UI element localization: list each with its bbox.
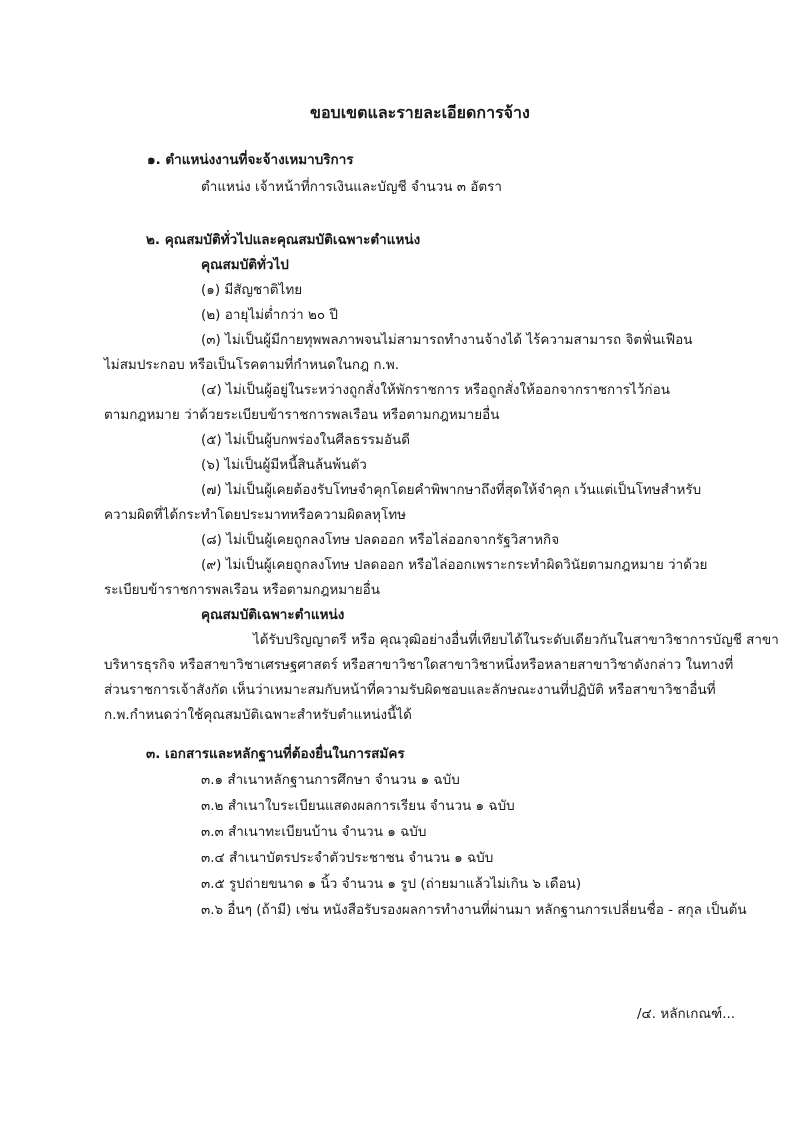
general-item-7-cont: ความผิดที่ได้กระทำโดยประมาทหรือความผิดลหุโทษ bbox=[104, 507, 407, 523]
general-item-5: (๕) ไม่เป็นผู้บกพร่องในศีลธรรมอันดี bbox=[201, 432, 411, 448]
document-item-3-6: ๓.๖ อื่นๆ (ถ้ามี) เช่น หนังสือรับรองผลการทำงานที่ผ่านมา หลักฐานการเปลี่ยนชื่อ - สกุล เป็นต้น bbox=[201, 902, 747, 918]
specific-line-1: ได้รับปริญญาตรี หรือ คุณวุฒิอย่างอื่นที่เทียบได้ในระดับเดียวกันในสาขาวิชาการบัญชี สาขา bbox=[253, 632, 779, 648]
general-item-7: (๗) ไม่เป็นผู้เคยต้องรับโทษจำคุกโดยคำพิพากษาถึงที่สุดให้จำคุก เว้นแต่เป็นโทษสำหรับ bbox=[201, 482, 702, 498]
document-item-3-1: ๓.๑ สำเนาหลักฐานการศึกษา จำนวน ๑ ฉบับ bbox=[201, 772, 460, 788]
section-3-heading: ๓. เอกสารและหลักฐานที่ต้องยื่นในการสมัคร bbox=[146, 746, 405, 762]
general-item-3-cont: ไม่สมประกอบ หรือเป็นโรคตามที่กำหนดในกฎ ก.พ. bbox=[104, 357, 400, 373]
specific-line-2: บริหารธุรกิจ หรือสาขาวิชาเศรษฐศาสตร์ หรือสาขาวิชาใดสาขาวิชาหนึ่งหรือหลายสาขาวิชาดังกล่าว ในทางที่ bbox=[104, 657, 734, 673]
document-item-3-3: ๓.๓ สำเนาทะเบียนบ้าน จำนวน ๑ ฉบับ bbox=[201, 824, 427, 840]
general-item-9: (๙) ไม่เป็นผู้เคยถูกลงโทษ ปลดออก หรือไล่ออกเพราะกระทำผิดวินัยตามกฎหมาย ว่าด้วย bbox=[201, 557, 708, 573]
general-qualifications-heading: คุณสมบัติทั่วไป bbox=[201, 257, 289, 273]
general-item-9-cont: ระเบียบข้าราชการพลเรือน หรือตามกฎหมายอื่น bbox=[104, 582, 381, 598]
section-2-heading: ๒. คุณสมบัติทั่วไปและคุณสมบัติเฉพาะตำแหน่ง bbox=[146, 232, 421, 248]
section-1-heading: ๑. ตำแหน่งงานที่จะจ้างเหมาบริการ bbox=[147, 152, 354, 168]
continuation-note: /๔. หลักเกณฑ์... bbox=[637, 1006, 736, 1022]
general-item-2: (๒) อายุไม่ต่ำกว่า ๒๐ ปี bbox=[201, 307, 338, 323]
general-item-6: (๖) ไม่เป็นผู้มีหนี้สินล้นพ้นตัว bbox=[201, 457, 367, 473]
general-item-8: (๘) ไม่เป็นผู้เคยถูกลงโทษ ปลดออก หรือไล่ออกจากรัฐวิสาหกิจ bbox=[201, 532, 560, 548]
general-item-4: (๔) ไม่เป็นผู้อยู่ในระหว่างถูกสั่งให้พักราชการ หรือถูกสั่งให้ออกจากราชการไว้ก่อน bbox=[201, 382, 670, 398]
document-title: ขอบเขตและรายละเอียดการจ้าง bbox=[310, 103, 530, 122]
general-item-3: (๓) ไม่เป็นผู้มีกายทุพพลภาพจนไม่สามารถทำงานจ้างได้ ไร้ความสามารถ จิตฟั่นเฟือน bbox=[201, 332, 693, 348]
specific-line-3: ส่วนราชการเจ้าสังกัด เห็นว่าเหมาะสมกับหน้าที่ความรับผิดชอบและลักษณะงานที่ปฏิบัติ หรือสาขาวิชาอื่นที่ bbox=[104, 682, 716, 698]
general-item-4-cont: ตามกฎหมาย ว่าด้วยระเบียบข้าราชการพลเรือน หรือตามกฎหมายอื่น bbox=[104, 407, 500, 423]
specific-line-4: ก.พ.กำหนดว่าใช้คุณสมบัติเฉพาะสำหรับตำแหน่งนี้ได้ bbox=[104, 707, 412, 723]
document-item-3-4: ๓.๔ สำเนาบัตรประจำตัวประชาชน จำนวน ๑ ฉบับ bbox=[201, 850, 494, 866]
general-item-1: (๑) มีสัญชาติไทย bbox=[201, 282, 303, 298]
specific-qualifications-heading: คุณสมบัติเฉพาะตำแหน่ง bbox=[201, 607, 345, 623]
document-item-3-2: ๓.๒ สำเนาใบระเบียนแสดงผลการเรียน จำนวน ๑ ฉบับ bbox=[201, 798, 515, 814]
document-item-3-5: ๓.๕ รูปถ่ายขนาด ๑ นิ้ว จำนวน ๑ รูป (ถ่ายมาแล้วไม่เกิน ๖ เดือน) bbox=[201, 876, 582, 892]
section-1-body: ตำแหน่ง เจ้าหน้าที่การเงินและบัญชี จำนวน ๓ อัตรา bbox=[201, 179, 503, 195]
